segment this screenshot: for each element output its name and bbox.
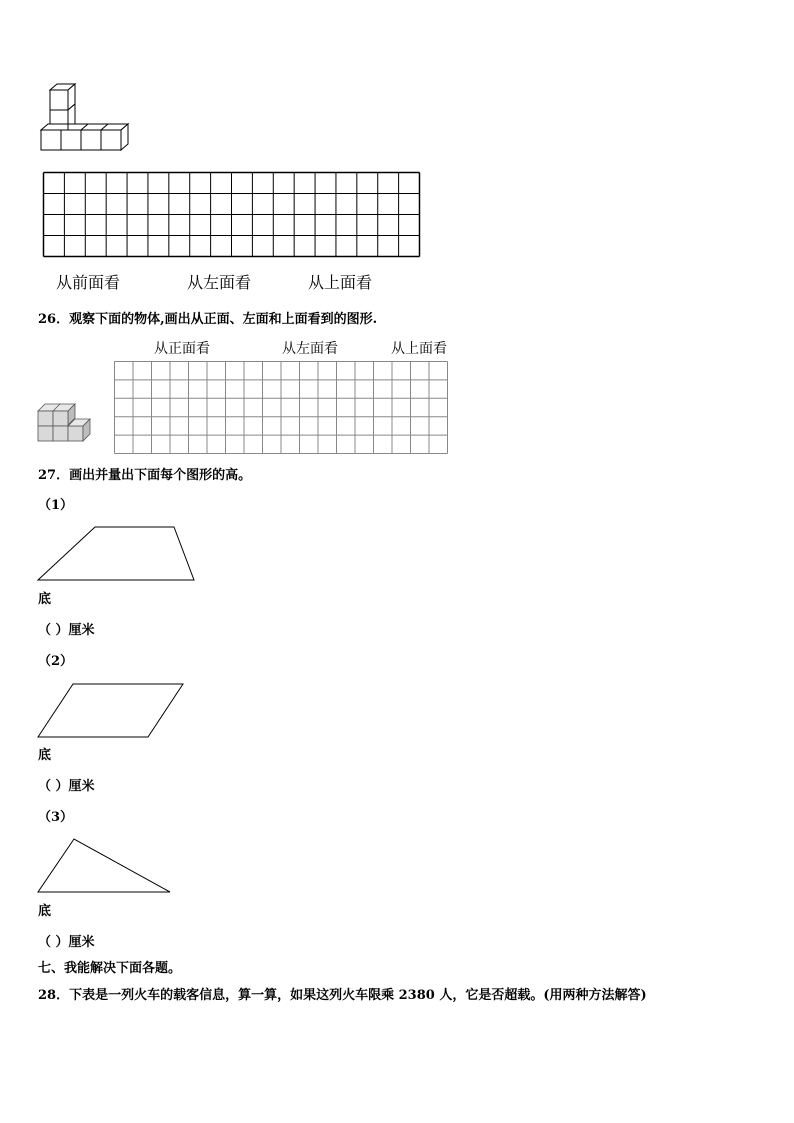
q27-part3-base-label: 底 xyxy=(38,904,52,919)
parallelogram-shape xyxy=(37,683,187,739)
q26-prompt: 26．观察下面的物体,画出从正面、左面和上面看到的图形. xyxy=(38,312,378,327)
view-label-front: 从前面看 xyxy=(56,273,121,292)
q26-view-label-left: 从左面看 xyxy=(282,341,338,357)
trapezoid-shape xyxy=(37,526,197,582)
view-label-left: 从左面看 xyxy=(187,273,252,292)
q27-part1-number: （1） xyxy=(38,498,74,513)
q26-drawing-grid[interactable] xyxy=(114,361,449,455)
cube-l-shape-figure xyxy=(38,84,138,164)
triangle-shape xyxy=(37,838,177,894)
q28-prompt: 28．下表是一列火车的载客信息，算一算，如果这列火车限乘 2380 人，它是否超载。(用两种方法解答) xyxy=(38,988,647,1003)
q27-part2-answer: （ ）厘米 xyxy=(38,779,95,794)
view-label-top: 从上面看 xyxy=(308,273,373,292)
q26-view-label-front: 从正面看 xyxy=(154,341,210,357)
q27-part2-base-label: 底 xyxy=(38,748,52,763)
q27-part3-answer: （ ）厘米 xyxy=(38,935,95,950)
q27-part2-number: （2） xyxy=(38,654,74,669)
q26-cube-object xyxy=(37,403,93,443)
section7-title: 七、我能解决下面各题。 xyxy=(38,961,182,976)
top-drawing-grid[interactable] xyxy=(43,172,421,258)
q27-part1-base-label: 底 xyxy=(38,592,52,607)
q27-prompt: 27．画出并量出下面每个图形的高。 xyxy=(38,468,252,483)
q27-part3-number: （3） xyxy=(38,810,74,825)
q26-view-label-top: 从上面看 xyxy=(391,341,447,357)
q27-part1-answer: （ ）厘米 xyxy=(38,623,95,638)
